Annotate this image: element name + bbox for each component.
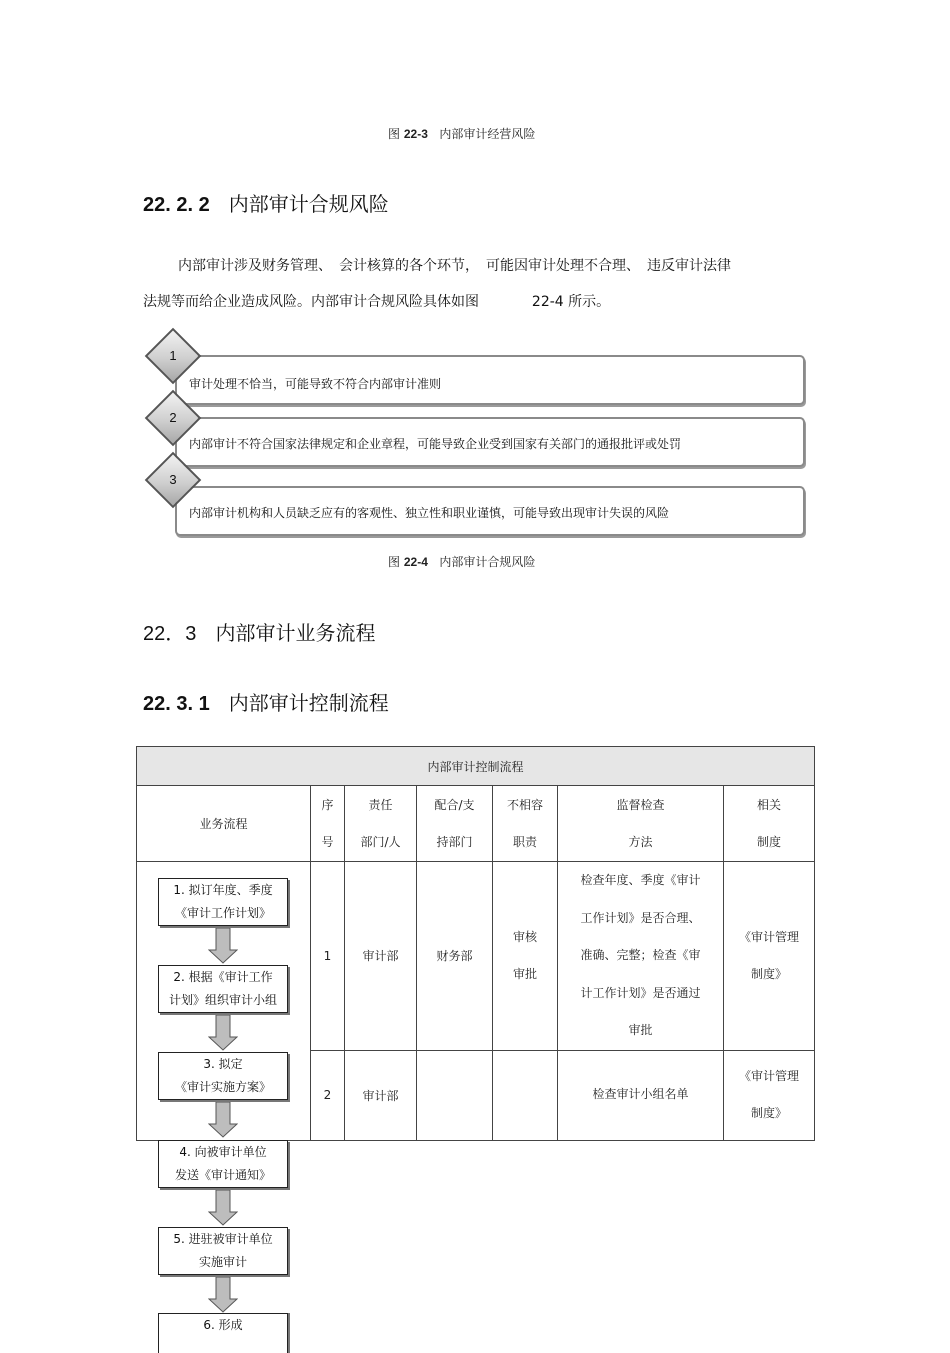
risk-number-1: 1 [169, 348, 177, 363]
caption-number: 22-4 [403, 555, 428, 569]
flow-step-line: 3. 拟定 [203, 1057, 243, 1071]
header-support-line: 配合/支 [434, 797, 475, 812]
section-heading-22-3-1 [143, 687, 389, 716]
header-policy-line: 制度 [756, 834, 781, 849]
header-support [417, 786, 493, 862]
row-incompatible [493, 862, 558, 1051]
section-heading-22-2-2 [143, 188, 389, 217]
header-incompat-line: 职责 [512, 834, 537, 849]
row-incompat-line: 审核 [512, 929, 537, 944]
risk-box-2 [175, 417, 805, 467]
flow-step-line: 6. 形成 [203, 1318, 243, 1332]
header-seq [311, 786, 345, 862]
row-seq: 2 [311, 1050, 345, 1140]
row-method-line: 计工作计划》是否通过 [580, 985, 701, 1000]
flow-step-line: 计划》组织审计小组 [168, 993, 277, 1007]
table-title: 内部审计控制流程 [137, 747, 815, 786]
flow-step-2 [158, 965, 288, 1013]
risk-box-3 [175, 486, 805, 536]
flow-step-line: 发送《审计通知》 [174, 1168, 271, 1182]
risk-number-3: 3 [169, 472, 177, 487]
row-method [558, 862, 724, 1051]
header-support-line: 持部门 [436, 834, 473, 849]
section-title: 内部审计合规风险 [228, 192, 389, 216]
down-arrow-icon [208, 928, 238, 964]
flow-step-line: 实施审计 [198, 1255, 247, 1269]
header-resp-line: 部门/人 [360, 834, 401, 849]
paragraph-line-2-ref: 22-4 所示。 [531, 294, 611, 310]
row-method-line: 准确、完整；检查《审 [580, 948, 701, 962]
caption-prefix: 图 [388, 555, 401, 569]
down-arrow-icon [208, 1015, 238, 1051]
flow-step-line: 5. 进驻被审计单位 [173, 1232, 273, 1246]
flow-step-line: 1. 拟订年度、季度 [173, 883, 273, 897]
row-policy-line: 制度》 [750, 1106, 787, 1120]
row-policy-line: 制度》 [750, 966, 787, 981]
row-policy [724, 1050, 815, 1140]
paragraph-line-2 [143, 291, 610, 311]
down-arrow-icon [208, 1277, 238, 1313]
row-incompatible [493, 1050, 558, 1140]
caption-number: 22-3 [403, 127, 428, 141]
header-flow: 业务流程 [137, 786, 311, 862]
header-incompat-line: 不相容 [506, 797, 543, 812]
flow-step-6 [158, 1313, 288, 1353]
row-method-line: 工作计划》是否合理、 [580, 910, 701, 925]
row-responsible: 审计部 [345, 862, 417, 1051]
row-responsible: 审计部 [345, 1050, 417, 1140]
section-title: 内部审计控制流程 [228, 691, 389, 715]
caption-title: 内部审计经营风险 [439, 127, 536, 141]
row-support [417, 1050, 493, 1140]
row-incompat-line: 审批 [512, 966, 537, 981]
flow-step-line: 《审计工作计划》 [174, 906, 271, 920]
header-method [558, 786, 724, 862]
row-method-line: 检查年度、季度《审计 [580, 873, 701, 887]
row-seq: 1 [311, 862, 345, 1051]
section-title: 内部审计业务流程 [215, 621, 376, 645]
risk-number-2: 2 [169, 410, 177, 425]
flow-step-line: 4. 向被审计单位 [179, 1145, 267, 1159]
row-policy-line: 《审计管理 [738, 929, 799, 944]
paragraph-line-1: 内部审计涉及财务管理、 会计核算的各个环节， 可能因审计处理不合理、 违反审计法律 [178, 258, 731, 274]
flow-step-4 [158, 1140, 288, 1188]
section-number: 22. 2. 2 [143, 194, 210, 216]
header-seq-line: 号 [321, 834, 334, 849]
row-method [558, 1050, 724, 1140]
header-method-line: 监督检查 [616, 797, 665, 812]
flow-step-line: 《审计实施方案》 [174, 1080, 271, 1094]
header-incompatible [493, 786, 558, 862]
caption-prefix: 图 [388, 127, 401, 141]
flow-step-5 [158, 1227, 288, 1275]
header-method-line: 方法 [628, 834, 653, 849]
flow-step-3 [158, 1052, 288, 1100]
down-arrow-icon [208, 1102, 238, 1138]
row-policy [724, 862, 815, 1051]
down-arrow-icon [208, 1190, 238, 1226]
header-policy [724, 786, 815, 862]
caption-title: 内部审计合规风险 [439, 555, 536, 569]
row-method-line: 审批 [628, 1023, 653, 1037]
section-number: 22．3 [143, 623, 197, 645]
header-responsible [345, 786, 417, 862]
row-policy-line: 《审计管理 [738, 1069, 799, 1083]
risk-text-2: 内部审计不符合国家法律规定和企业章程，可能导致企业受到国家有关部门的通报批评或处罚 [189, 436, 682, 451]
figure-caption-22-4 [388, 553, 535, 570]
figure-caption-22-3 [388, 125, 535, 142]
header-policy-line: 相关 [756, 797, 781, 812]
flow-step-line: 2. 根据《审计工作 [173, 970, 273, 984]
risk-text-3: 内部审计机构和人员缺乏应有的客观性、独立性和职业谨慎，可能导致出现审计失误的风险 [189, 505, 670, 520]
row-support: 财务部 [417, 862, 493, 1051]
paragraph-line-2-text: 法规等而给企业造成风险。内部审计合规风险具体如图 [143, 294, 479, 310]
header-resp-line: 责任 [368, 797, 393, 812]
risk-text-1: 审计处理不恰当，可能导致不符合内部审计准则 [189, 376, 442, 391]
risk-box-1 [175, 355, 805, 405]
section-heading-22-3 [143, 617, 375, 646]
row-method-line: 检查审计小组名单 [592, 1087, 689, 1102]
header-seq-line: 序 [321, 797, 334, 812]
section-number: 22. 3. 1 [143, 693, 210, 715]
flow-step-1 [158, 878, 288, 926]
